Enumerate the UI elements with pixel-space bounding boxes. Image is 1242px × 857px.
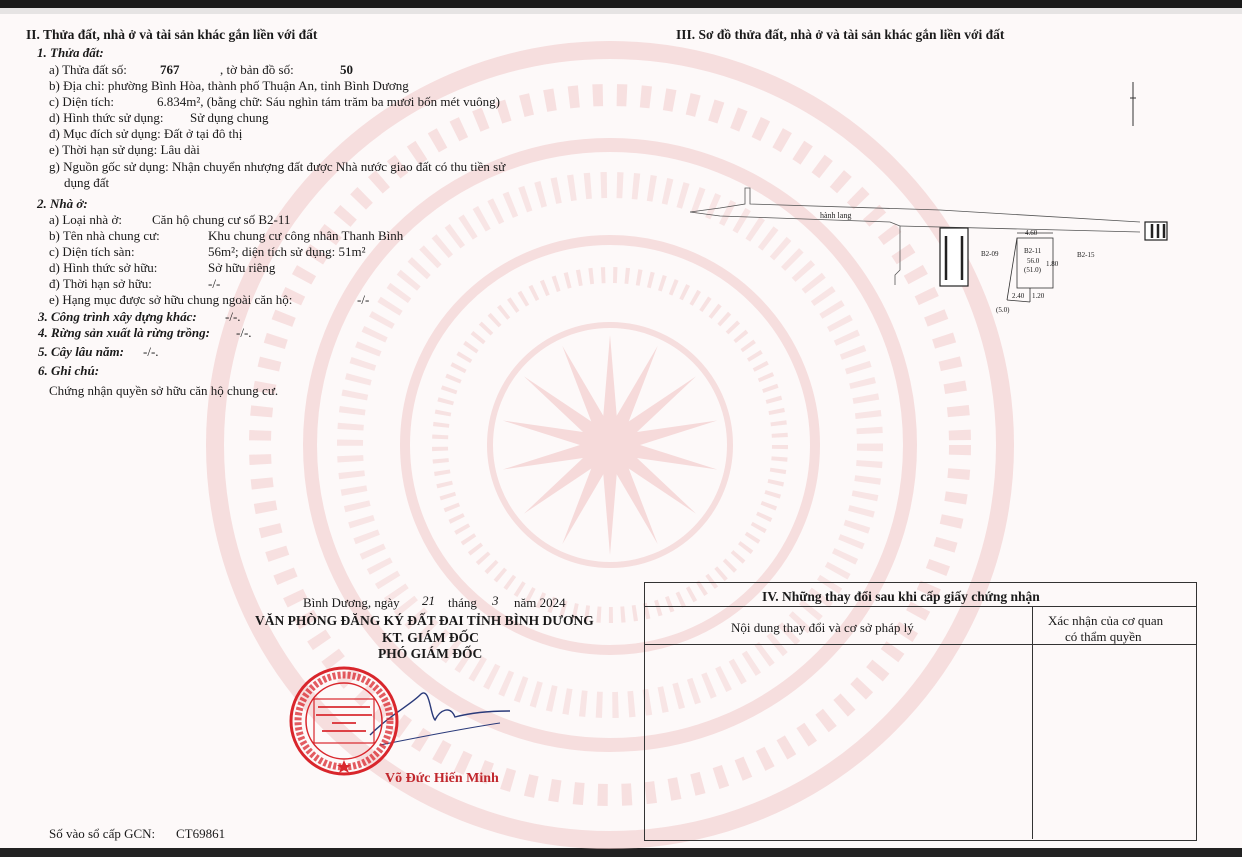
section-2-heading: II. Thửa đất, nhà ở và tài sản khác gắn liền với đất xyxy=(26,27,318,42)
land-heading: 1. Thửa đất: xyxy=(37,45,104,60)
land-parcel-number: 767 xyxy=(160,62,180,77)
other-construction-value: -/-. xyxy=(225,309,241,324)
date-prefix: Bình Dương, ngày xyxy=(303,595,400,610)
north-arrow-icon xyxy=(1130,82,1136,126)
shared-items-value: -/- xyxy=(357,292,370,307)
diagram-dim-b3: (5.0) xyxy=(996,306,1010,314)
other-construction-label: 3. Công trình xây dựng khác: xyxy=(38,309,197,324)
diagram-corridor-label: hành lang xyxy=(820,211,852,220)
forest-value: -/-. xyxy=(236,325,252,340)
official-red-seal xyxy=(288,665,400,777)
signer-name: Võ Đức Hiến Minh xyxy=(385,771,499,786)
section-4-heading: IV. Những thay đổi sau khi cấp giấy chứng nhận xyxy=(762,589,1040,604)
building-name-value: Khu chung cư công nhân Thanh Bình xyxy=(208,228,404,243)
col-change-content: Nội dung thay đổi và cơ sở pháp lý xyxy=(731,620,914,635)
house-heading: 2. Nhà ở: xyxy=(37,196,88,211)
map-sheet-label: , tờ bản đồ số: xyxy=(220,62,294,77)
land-origin-line2: dụng đất xyxy=(64,175,110,190)
perennial-label: 5. Cây lâu năm: xyxy=(38,344,124,359)
land-area-value: 6.834m², (bằng chữ: Sáu nghìn tám trăm ba mươi bốn mét vuông) xyxy=(157,94,500,109)
diagram-dim-b1: 2.40 xyxy=(1012,292,1025,300)
land-origin-line1: g) Nguồn gốc sử dụng: Nhận chuyển nhượng đất được Nhà nước giao đất có thu tiền sử xyxy=(49,159,506,174)
notes-value: Chứng nhận quyền sở hữu căn hộ chung cư. xyxy=(49,383,279,398)
signer-title-1: KT. GIÁM ĐỐC xyxy=(382,630,479,645)
diagram-dim-side: 1.80 xyxy=(1046,260,1059,268)
registry-label: Số vào sổ cấp GCN: xyxy=(49,826,156,841)
table-header-divider xyxy=(644,606,1196,607)
perennial-value: -/-. xyxy=(143,344,159,359)
floor-area-value: 56m²; diện tích sử dụng: 51m² xyxy=(208,244,366,259)
land-use-purpose: đ) Mục đích sử dụng: Đất ở tại đô thị xyxy=(49,126,243,141)
building-name-label: b) Tên nhà chung cư: xyxy=(49,228,160,243)
house-type-value: Căn hộ chung cư số B2-11 xyxy=(152,212,291,227)
date-year: năm 2024 xyxy=(514,595,566,610)
date-month-label: tháng xyxy=(448,595,477,610)
diagram-dim-b2: 1.20 xyxy=(1032,292,1045,300)
diagram-unit: B2-11 xyxy=(1024,247,1042,255)
diagram-unit-right: B2-15 xyxy=(1077,251,1095,259)
floor-area-label: c) Diện tích sàn: xyxy=(49,244,135,259)
land-parcel-label: a) Thửa đất số: xyxy=(49,62,127,77)
date-month: 3 xyxy=(492,593,499,608)
issuing-office: VĂN PHÒNG ĐĂNG KÝ ĐẤT ĐAI TỈNH BÌNH DƯƠNG xyxy=(255,613,594,628)
diagram-unit-use-area: (51.0) xyxy=(1024,266,1041,274)
registry-number: CT69861 xyxy=(176,826,226,841)
map-sheet-number: 50 xyxy=(340,62,353,77)
forest-label: 4. Rừng sản xuất là rừng trồng: xyxy=(38,325,210,340)
diagram-unit-area: 56.0 xyxy=(1027,257,1040,265)
col-confirmation-line2: có thẩm quyền xyxy=(1065,629,1142,644)
col-confirmation-line1: Xác nhận của cơ quan xyxy=(1048,613,1164,628)
date-day: 21 xyxy=(422,593,435,608)
ownership-term-label: đ) Thời hạn sở hữu: xyxy=(49,276,152,291)
table-column-header-divider xyxy=(644,644,1196,645)
shared-items-label: e) Hạng mục được sở hữu chung ngoài căn hộ: xyxy=(49,292,293,307)
diagram-unit-left: B2-09 xyxy=(981,250,999,258)
section-3-heading: III. Sơ đồ thửa đất, nhà ở và tài sản khác gắn liền với đất xyxy=(676,27,1005,42)
ownership-form-value: Sở hữu riêng xyxy=(208,260,276,275)
house-type-label: a) Loại nhà ở: xyxy=(49,212,122,227)
land-use-form-label: d) Hình thức sử dụng: xyxy=(49,110,164,125)
notes-label: 6. Ghi chú: xyxy=(38,363,100,378)
signer-title-2: PHÓ GIÁM ĐỐC xyxy=(378,646,483,661)
land-area-label: c) Diện tích: xyxy=(49,94,114,109)
table-column-divider xyxy=(1032,606,1033,839)
ownership-form-label: d) Hình thức sở hữu: xyxy=(49,260,158,275)
land-use-term: e) Thời hạn sử dụng: Lâu dài xyxy=(49,142,200,157)
ownership-term-value: -/- xyxy=(208,276,221,291)
floor-plan-diagram xyxy=(690,70,1190,330)
watermark-star xyxy=(503,335,717,555)
land-use-form-value: Sử dụng chung xyxy=(190,110,269,125)
diagram-dim-top: 4.60 xyxy=(1025,229,1038,237)
land-address: b) Địa chỉ: phường Bình Hòa, thành phố Thuận An, tỉnh Bình Dương xyxy=(49,78,409,93)
